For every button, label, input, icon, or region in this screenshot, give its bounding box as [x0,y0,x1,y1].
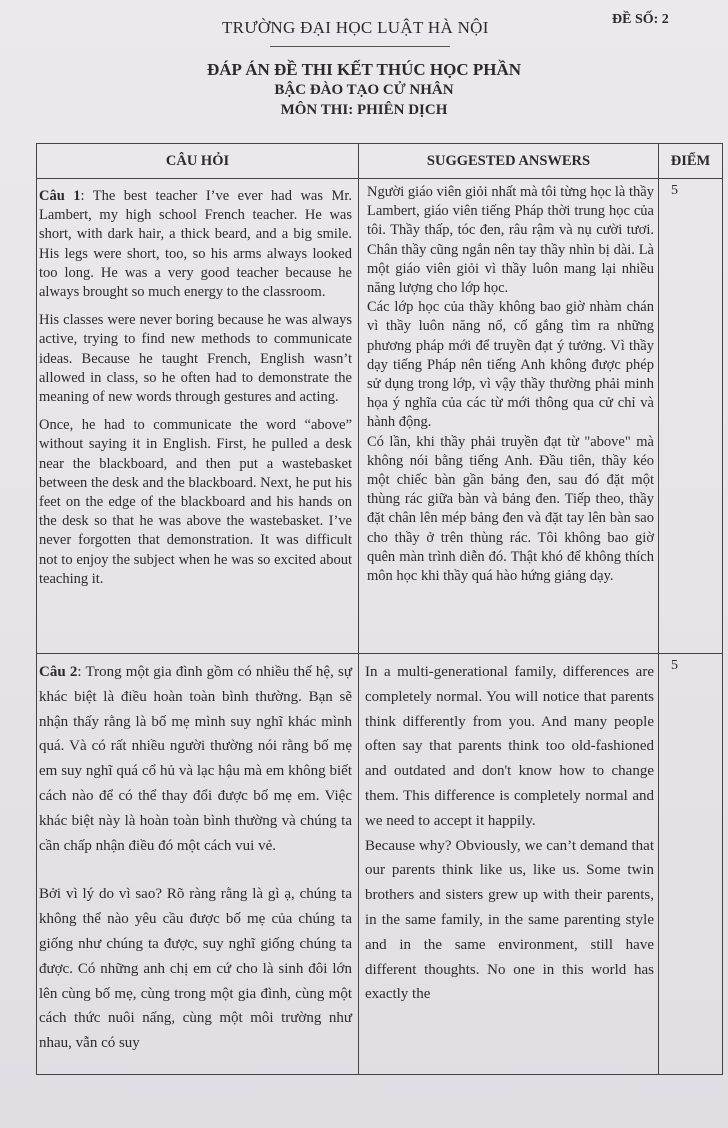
question-paragraph: His classes were never boring because he was always active, trying to find new methods to communicate ideas. Because he taught French, English wasn’t allowed in class, so he often had to demonstrate the meaning of new words through gestures and acting. [39,312,352,406]
question-label: Câu 1 [39,188,81,204]
table-header-row [37,144,723,179]
document-title: ĐÁP ÁN ĐỀ THI KẾT THÚC HỌC PHẦN [206,60,522,79]
exam-number: ĐỀ SỐ: 2 [612,12,669,27]
answer-paragraph: In a multi-generational family, differences are completely normal. You will notice that parents think differently from you. And many people often say that parents think too old-fashioned and outdated and don't know how to change them. This difference is completely normal and we need to accept it happily. [365,664,654,829]
question-paragraph: Câu 1: The best teacher I’ve ever had was Mr. Lambert, my high school French teacher. He was short, with dark hair, a thick beard, and a big smile. His legs were short, too, so his arms always looked too long. He was a very good teacher because he always brought so much energy to the classroom. [39,188,352,301]
question-paragraph: Once, he had to communicate the word “above” without saying it in English. First, he pulled a desk near the blackboard, and then put a wastebasket between the desk and the blackboard. Next, he put his feet on the edge of the blackboard and his hands on the desk so that he was above the wastebasket. I’ve never forgotten that demonstration. It was difficult not to enjoy the subject when he was so excited about teaching it. [39,417,352,587]
question-paragraph: Bởi vì lý do vì sao? Rõ ràng rằng là gì ạ, chúng ta không thể nào yêu cầu được bố mẹ của chúng ta giống như chúng ta được, suy nghĩ giống chúng ta được. Có những anh chị em cứ cho là sinh đôi lớn lên cùng bố mẹ, cùng trong một gia đình, cùng một cách thức nuôi nấng, cùng một môi trường như nhau, vẫn có suy [39,886,352,1052]
header-question: CÂU HỎI [37,144,359,179]
table-row [37,654,723,1075]
score-value: 5 [671,183,678,198]
answer-cell [359,179,659,654]
answer-paragraph: Các lớp học của thầy không bao giờ nhàm chán vì thầy luôn năng nổ, cố gắng tìm ra những phương pháp mới để truyền đạt ý tưởng. Vì thầy dạy tiếng Pháp nên tiếng Anh không được phép sử dụng trong lớp, vì vậy thầy thường phải minh họa ý nghĩa của các từ mới thông qua cử chỉ và hành động. [367,299,654,431]
question-cell [37,179,359,654]
question-label: Câu 2 [39,664,78,680]
answer-paragraph: Người giáo viên giỏi nhất mà tôi từng học là thầy Lambert, giáo viên tiếng Pháp thời trung học của tôi. Thầy thấp, tóc đen, râu rậm và nụ cười tươi. Chân thầy cũng ngắn nên tay thầy nhìn bị dài. Là một giáo viên giỏi vì thầy luôn mang lại nhiều năng lượng cho lớp học. [367,184,654,297]
question-paragraph: Câu 2: Trong một gia đình gồm có nhiều thế hệ, sự khác biệt là điều hoàn toàn bình thường. Bạn sẽ nhận thấy rằng là bố mẹ mình suy nghĩ khác mình quá. Và có rất nhiều người thường nói rằng bố mẹ em suy nghĩ quá cổ hủ và lạc hậu mà em không biết cách nào để có thể thay đổi được bố mẹ em. Việc khác biệt này là hoàn toàn bình thường và chúng ta cần chấp nhận điều đó một cách vui vẻ. [39,664,352,854]
school-name: TRƯỜNG ĐẠI HỌC LUẬT HÀ NỘI [222,18,489,37]
answer-paragraph: Có lần, khi thầy phải truyền đạt từ "above" mà không nói bằng tiếng Anh. Đầu tiên, thầy kéo một chiếc bàn gần bảng đen, sau đó đặt một thùng rác giữa bàn và bảng đen. Tiếp theo, thầy đặt chân lên mép bảng đen và đặt tay lên bàn sao cho thầy ở trên thùng rác. Tôi không bao giờ quên màn trình diễn đó. Thật khó để không thích môn học khi thầy quá hào hứng giảng dạy. [367,433,654,585]
answer-cell [359,654,659,1075]
subject-name: MÔN THI: PHIÊN DỊCH [280,102,448,118]
header-score: ĐIỂM [659,144,723,179]
question-cell [37,654,359,1075]
school-underline [270,46,450,47]
answer-table [36,143,723,1075]
header-answer: SUGGESTED ANSWERS [359,144,659,179]
score-value: 5 [671,658,678,673]
score-cell [659,654,723,1075]
answer-paragraph: Because why? Obviously, we can’t demand that our parents think like us, like us. Some twin brothers and sisters grew up with their parents, in the same family, in the same parenting style and in the same environment, still have different thoughts. No one in this world has exactly the [365,837,654,1003]
table-row [37,179,723,654]
degree-level: BẬC ĐÀO TẠO CỬ NHÂN [274,82,454,98]
score-cell [659,179,723,654]
